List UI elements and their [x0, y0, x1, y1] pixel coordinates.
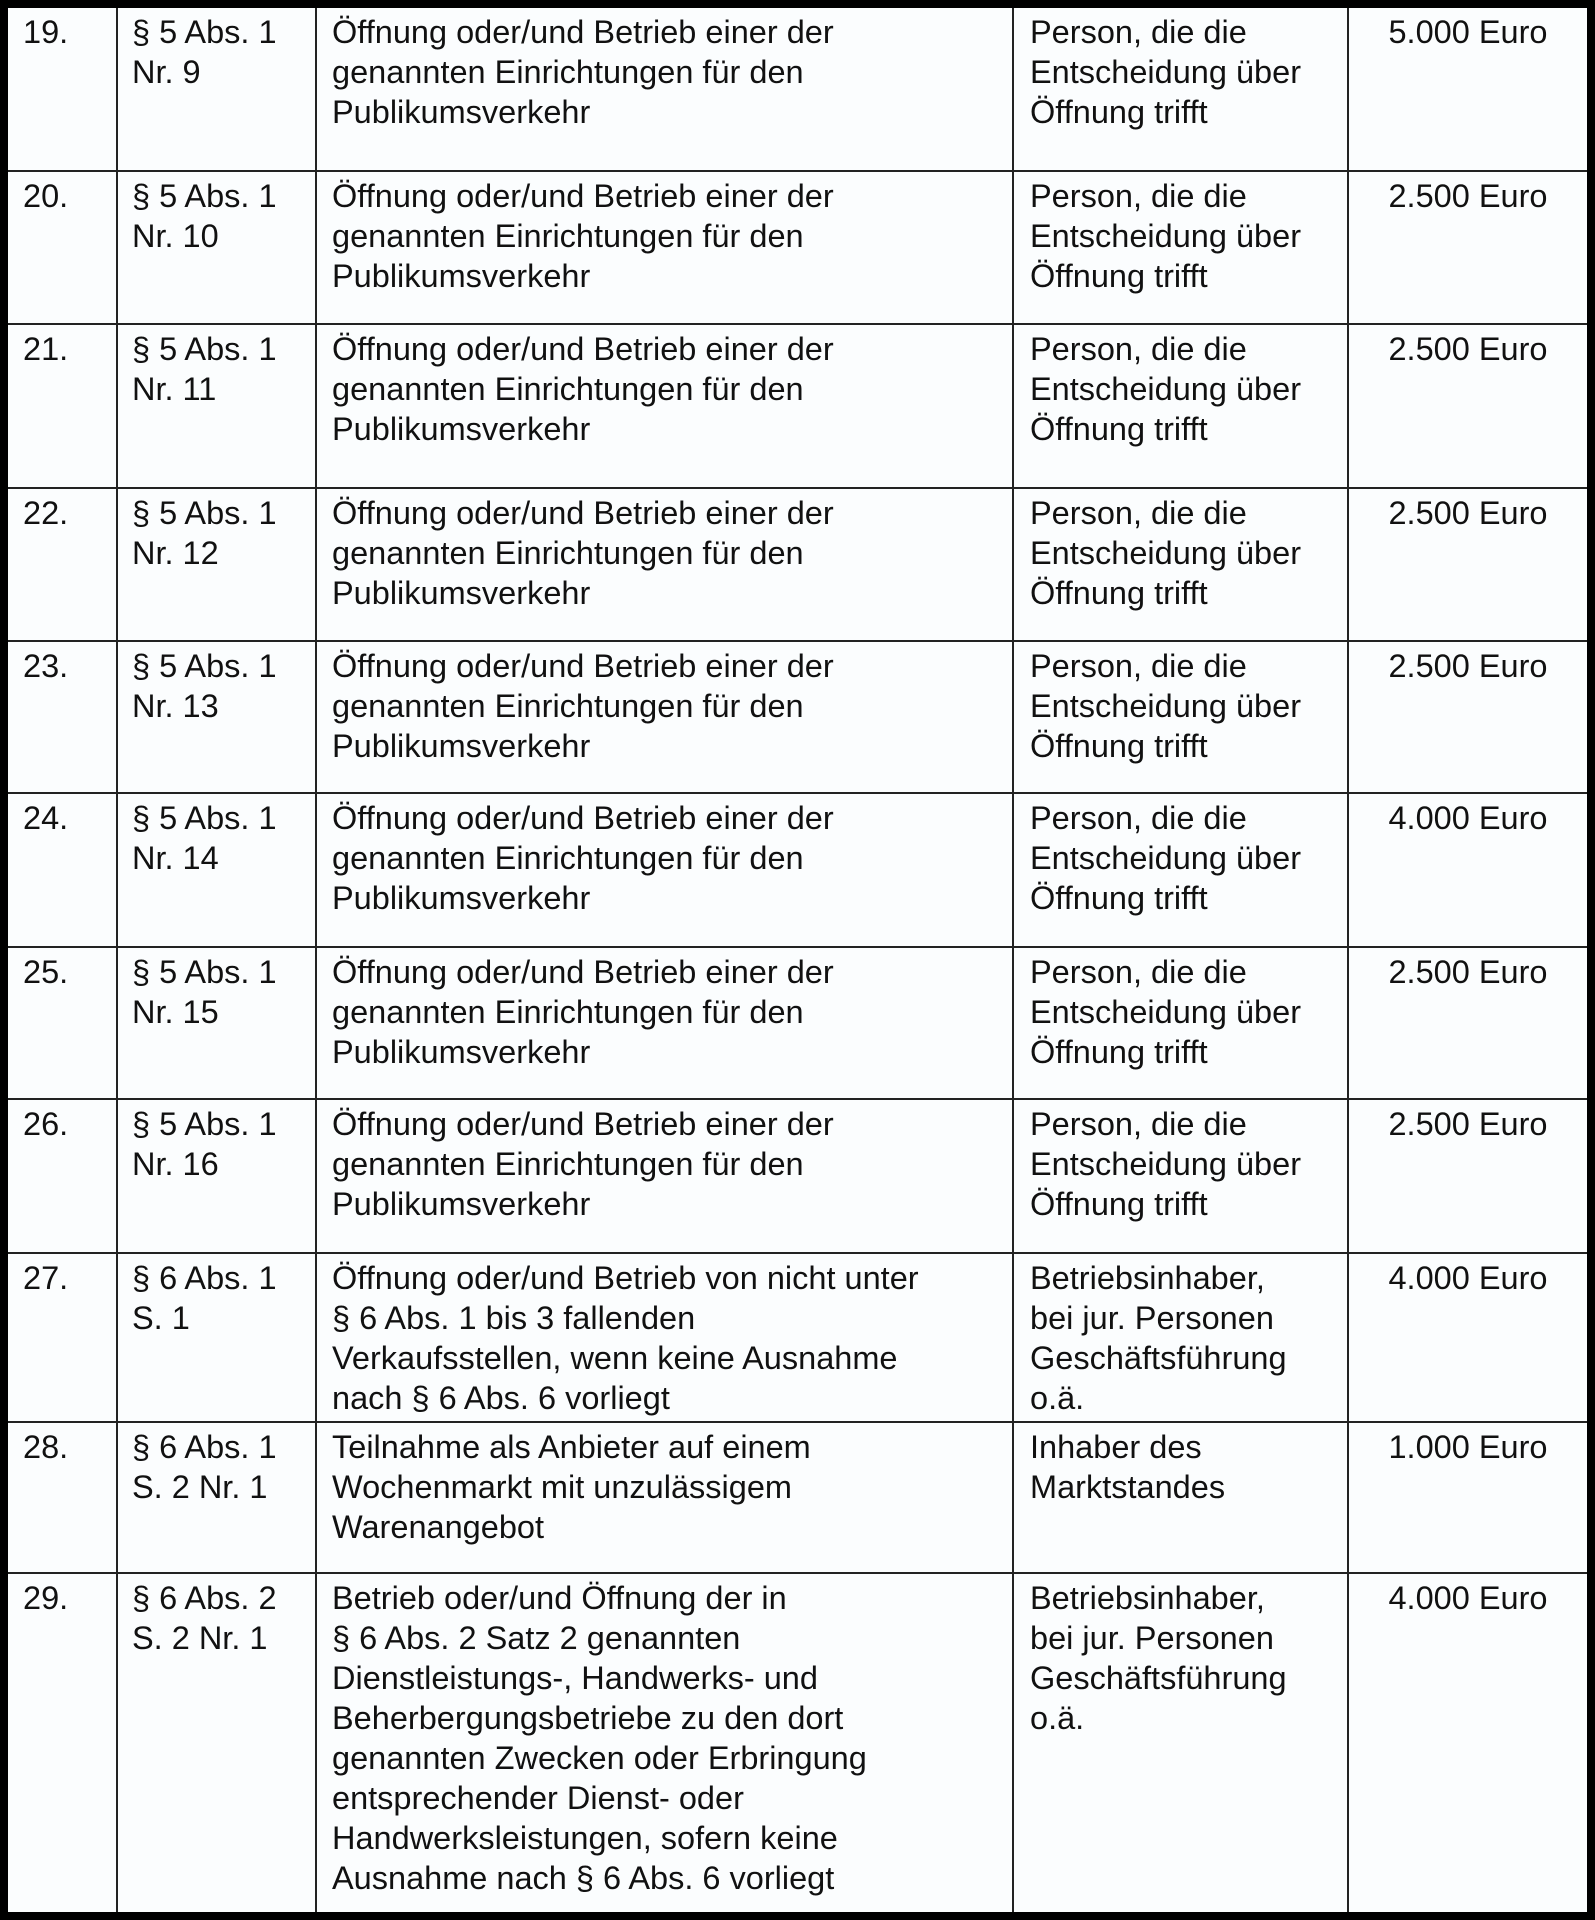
row-number: 25. [8, 947, 117, 1099]
table-row [8, 1422, 1587, 1573]
legal-reference: § 5 Abs. 1 Nr. 14 [117, 793, 316, 947]
responsible-person: Betriebsinhaber, bei jur. Personen Geschäftsführung o.ä. [1013, 1573, 1348, 1912]
table-row [8, 8, 1587, 171]
fine-amount: 1.000 Euro [1348, 1422, 1587, 1573]
offense-description: Öffnung oder/und Betrieb einer der genannten Einrichtungen für den Publikumsverkehr [316, 488, 1013, 641]
table-row [8, 324, 1587, 488]
fine-amount: 2.500 Euro [1348, 488, 1587, 641]
fines-table [8, 8, 1587, 1912]
table-row [8, 641, 1587, 793]
fine-amount: 2.500 Euro [1348, 947, 1587, 1099]
row-number: 28. [8, 1422, 117, 1573]
legal-reference: § 6 Abs. 2 S. 2 Nr. 1 [117, 1573, 316, 1912]
offense-description: Betrieb oder/und Öffnung der in § 6 Abs. 2 Satz 2 genannten Dienstleistungs-, Handwerks- und Beherbergungsbetriebe zu den dort genannten Zwecken oder Erbringung entsprechender Dienst- oder Handwerksleistungen, sofern keine Ausnahme nach § 6 Abs. 6 vorliegt [316, 1573, 1013, 1912]
legal-reference: § 5 Abs. 1 Nr. 11 [117, 324, 316, 488]
row-number: 29. [8, 1573, 117, 1912]
row-number: 20. [8, 171, 117, 324]
responsible-person: Person, die die Entscheidung über Öffnung trifft [1013, 1099, 1348, 1253]
fine-amount: 2.500 Euro [1348, 171, 1587, 324]
responsible-person: Person, die die Entscheidung über Öffnung trifft [1013, 8, 1348, 171]
row-number: 24. [8, 793, 117, 947]
responsible-person: Person, die die Entscheidung über Öffnung trifft [1013, 324, 1348, 488]
table-row [8, 171, 1587, 324]
fine-amount: 4.000 Euro [1348, 1573, 1587, 1912]
legal-reference: § 5 Abs. 1 Nr. 12 [117, 488, 316, 641]
legal-reference: § 6 Abs. 1 S. 1 [117, 1253, 316, 1422]
fine-amount: 2.500 Euro [1348, 641, 1587, 793]
table-row [8, 488, 1587, 641]
responsible-person: Person, die die Entscheidung über Öffnung trifft [1013, 641, 1348, 793]
responsible-person: Person, die die Entscheidung über Öffnung trifft [1013, 171, 1348, 324]
row-number: 26. [8, 1099, 117, 1253]
fine-amount: 5.000 Euro [1348, 8, 1587, 171]
fine-amount: 2.500 Euro [1348, 324, 1587, 488]
row-number: 23. [8, 641, 117, 793]
offense-description: Öffnung oder/und Betrieb einer der genannten Einrichtungen für den Publikumsverkehr [316, 793, 1013, 947]
fine-amount: 2.500 Euro [1348, 1099, 1587, 1253]
offense-description: Öffnung oder/und Betrieb einer der genannten Einrichtungen für den Publikumsverkehr [316, 641, 1013, 793]
table-row [8, 947, 1587, 1099]
offense-description: Öffnung oder/und Betrieb einer der genannten Einrichtungen für den Publikumsverkehr [316, 171, 1013, 324]
legal-reference: § 5 Abs. 1 Nr. 15 [117, 947, 316, 1099]
offense-description: Öffnung oder/und Betrieb einer der genannten Einrichtungen für den Publikumsverkehr [316, 8, 1013, 171]
table-row [8, 1099, 1587, 1253]
offense-description: Öffnung oder/und Betrieb von nicht unter § 6 Abs. 1 bis 3 fallenden Verkaufsstellen, wenn keine Ausnahme nach § 6 Abs. 6 vorliegt [316, 1253, 1013, 1422]
responsible-person: Person, die die Entscheidung über Öffnung trifft [1013, 947, 1348, 1099]
offense-description: Teilnahme als Anbieter auf einem Wochenmarkt mit unzulässigem Warenangebot [316, 1422, 1013, 1573]
legal-reference: § 5 Abs. 1 Nr. 10 [117, 171, 316, 324]
legal-reference: § 5 Abs. 1 Nr. 13 [117, 641, 316, 793]
row-number: 21. [8, 324, 117, 488]
fine-amount: 4.000 Euro [1348, 793, 1587, 947]
responsible-person: Betriebsinhaber, bei jur. Personen Geschäftsführung o.ä. [1013, 1253, 1348, 1422]
offense-description: Öffnung oder/und Betrieb einer der genannten Einrichtungen für den Publikumsverkehr [316, 947, 1013, 1099]
table-row [8, 793, 1587, 947]
legal-reference: § 5 Abs. 1 Nr. 16 [117, 1099, 316, 1253]
table-row [8, 1573, 1587, 1912]
fine-amount: 4.000 Euro [1348, 1253, 1587, 1422]
legal-reference: § 5 Abs. 1 Nr. 9 [117, 8, 316, 171]
offense-description: Öffnung oder/und Betrieb einer der genannten Einrichtungen für den Publikumsverkehr [316, 1099, 1013, 1253]
row-number: 22. [8, 488, 117, 641]
responsible-person: Inhaber des Marktstandes [1013, 1422, 1348, 1573]
row-number: 19. [8, 8, 117, 171]
legal-reference: § 6 Abs. 1 S. 2 Nr. 1 [117, 1422, 316, 1573]
offense-description: Öffnung oder/und Betrieb einer der genannten Einrichtungen für den Publikumsverkehr [316, 324, 1013, 488]
row-number: 27. [8, 1253, 117, 1422]
responsible-person: Person, die die Entscheidung über Öffnung trifft [1013, 488, 1348, 641]
table-row [8, 1253, 1587, 1422]
responsible-person: Person, die die Entscheidung über Öffnung trifft [1013, 793, 1348, 947]
